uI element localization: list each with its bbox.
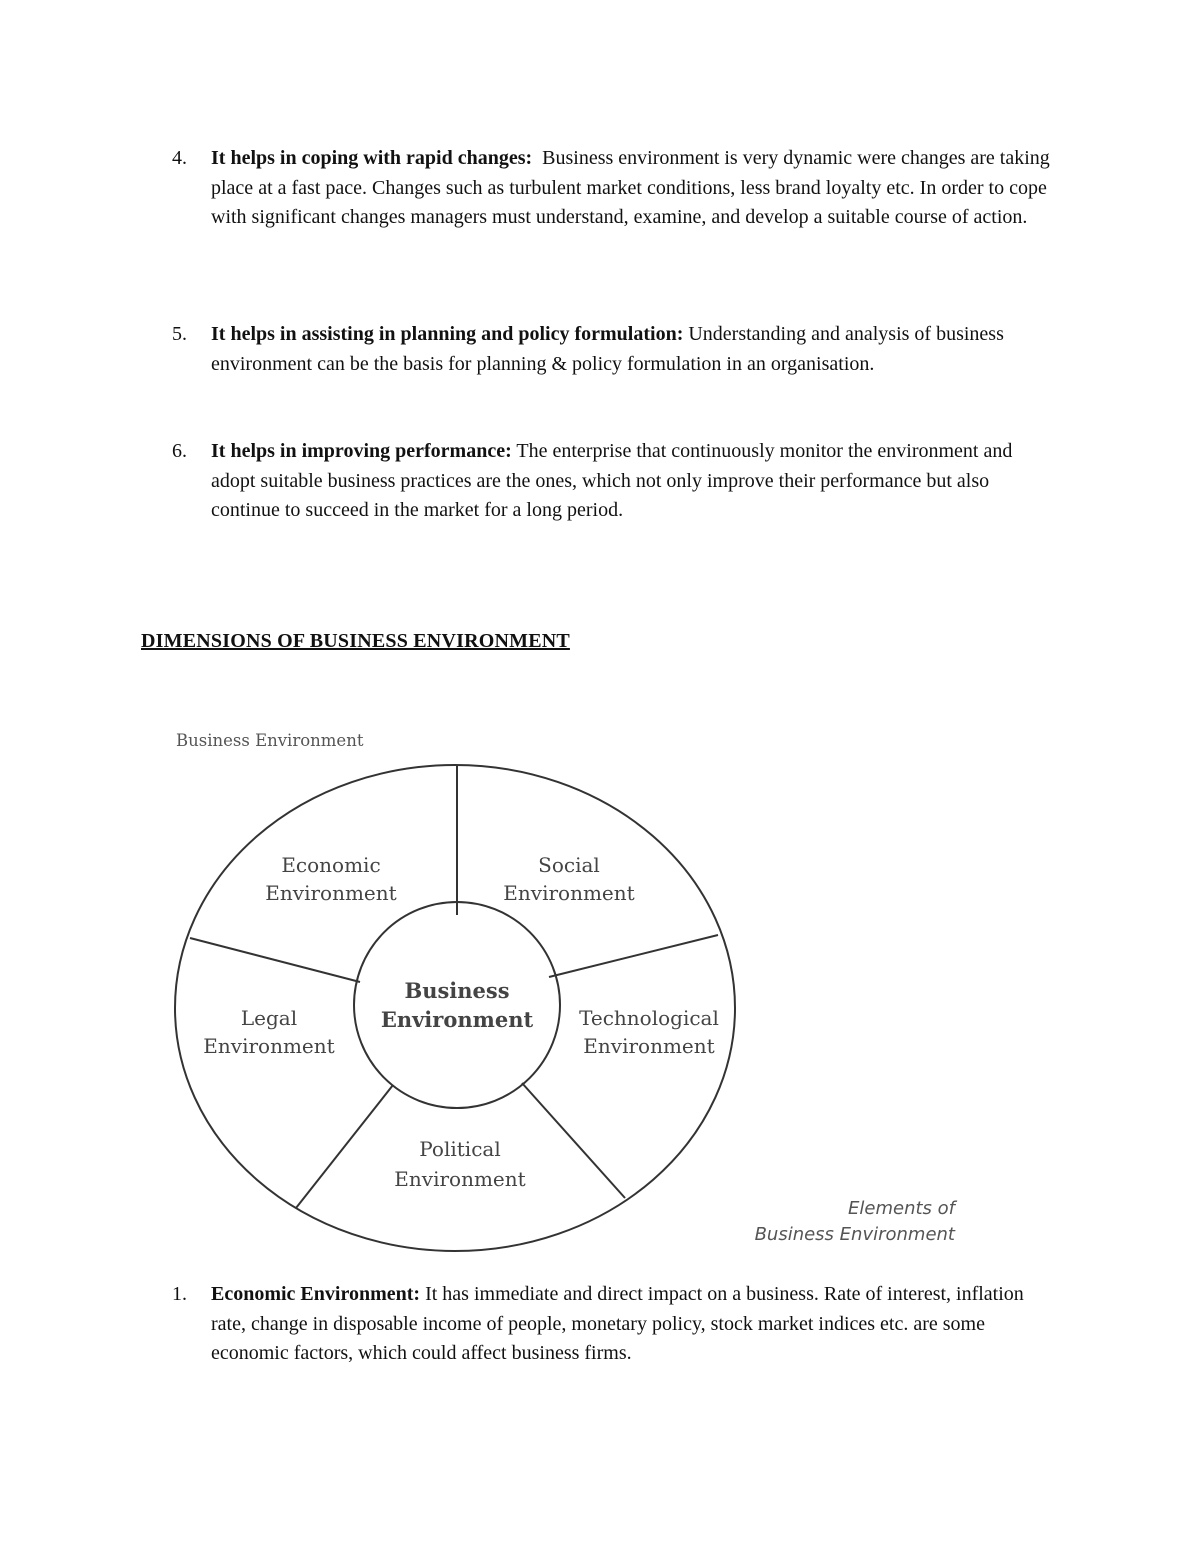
- list-text: [211, 1280, 1061, 1369]
- list-number: 1.: [172, 1283, 187, 1305]
- segment-economic-label: Economic: [281, 853, 381, 877]
- divider-line: [522, 1083, 625, 1198]
- list-number: 4.: [172, 147, 187, 169]
- list-item-body: Understanding and analysis of business environment can be the basis for planning & policy formulation in an organisation.: [211, 323, 1004, 375]
- segment-technological-label: Technological: [579, 1006, 719, 1030]
- segment-social-label: Environment: [503, 881, 635, 905]
- segment-technological-label: Environment: [583, 1034, 715, 1058]
- caption-line: Elements of: [848, 1198, 955, 1219]
- divider-line: [296, 1085, 393, 1208]
- segment-legal-label: Environment: [203, 1034, 335, 1058]
- divider-line: [190, 938, 360, 982]
- segment-political-label: Political: [419, 1137, 501, 1161]
- center-circle: [354, 902, 560, 1108]
- caption-line: Business Environment: [754, 1224, 955, 1245]
- diagram-caption-bottom: [755, 1196, 955, 1248]
- segment-legal-label: Legal: [240, 1006, 298, 1030]
- segment-economic-label: Environment: [265, 881, 397, 905]
- list-item-title: It helps in coping with rapid changes:: [211, 147, 533, 169]
- list-number: 6.: [172, 440, 187, 462]
- list-item-body: It has immediate and direct impact on a business. Rate of interest, inflation rate, change in disposable income of people, monetary policy, stock market indices etc. are some economic factors, which could affect business firms.: [211, 1283, 1024, 1364]
- list-item-body: Business environment is very dynamic were changes are taking place at a fast pace. Changes such as turbulent market conditions, less brand loyalty etc. In order to cope with significant changes managers must understand, examine, and develop a suitable course of action.: [211, 147, 1050, 228]
- list-item-body: The enterprise that continuously monitor the environment and adopt suitable business practices are the ones, which not only improve their performance but also continue to succeed in the market for a long period.: [211, 440, 1013, 521]
- center-label: Environment: [380, 1007, 534, 1032]
- list-item-title: It helps in improving performance:: [211, 440, 512, 462]
- list-number: 5.: [172, 323, 187, 345]
- divider-line: [549, 935, 718, 977]
- diagram-caption-top: Business Environment: [176, 731, 364, 750]
- segment-political-label: Environment: [394, 1167, 526, 1191]
- section-heading: DIMENSIONS OF BUSINESS ENVIRONMENT: [141, 630, 570, 652]
- center-label: Business: [404, 978, 510, 1003]
- list-item-title: It helps in assisting in planning and policy formulation:: [211, 323, 684, 345]
- segment-social-label: Social: [538, 853, 600, 877]
- list-item-title: Economic Environment:: [211, 1283, 421, 1305]
